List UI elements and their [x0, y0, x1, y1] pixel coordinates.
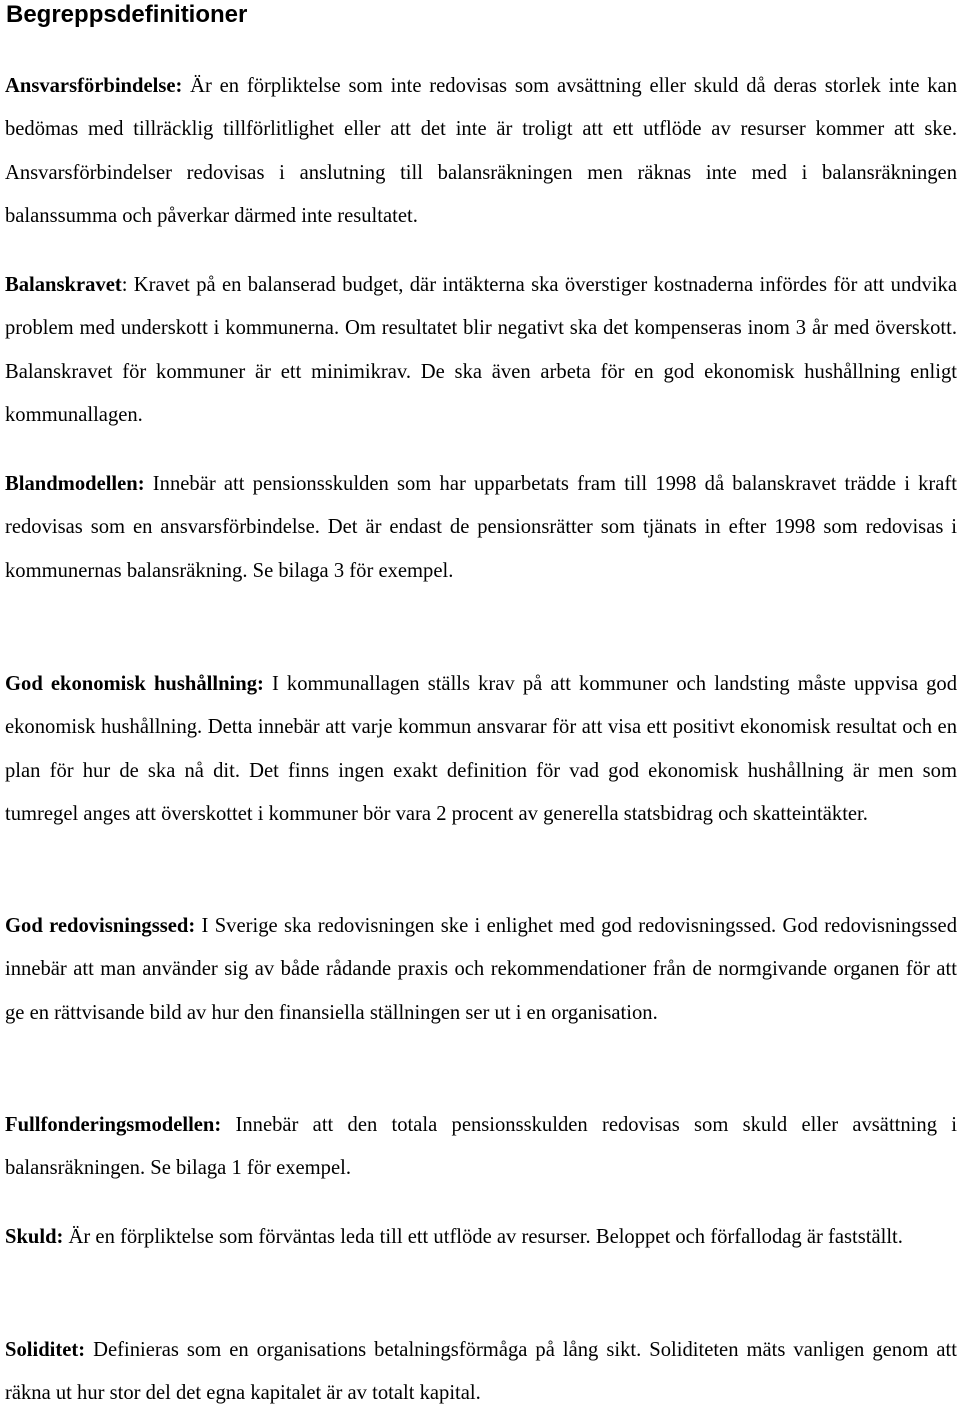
definition-term: God redovisningssed:: [5, 915, 196, 937]
definition-text: I kommunallagen ställs krav på att kommuner och landsting måste uppvisa god ekonomisk hushållning. Detta innebär att varje kommun ansvarar för att visa ett positivt ekonomisk resultat och en plan för hur de ska nå dit. Det finns ingen exakt definition för vad god ekonomisk hushållning är men som tumregel anges att överskottet i kommuner bör vara 2 procent av generella statsbidrag och skatteintäkter.: [5, 673, 957, 826]
definition-term: Ansvarsförbindelse:: [5, 75, 183, 97]
definition-text: Definieras som en organisations betalningsförmåga på lång sikt. Soliditeten mäts vanligen genom att räkna ut hur stor del det egna kapitalet är av totalt kapital.: [5, 1339, 957, 1405]
definition-ansvarsforbindelse: [5, 65, 957, 239]
definition-term: Balanskravet: [5, 274, 122, 296]
page-title: Begreppsdefinitioner: [6, 1, 248, 28]
definition-term: Skuld:: [5, 1226, 64, 1248]
definition-text: Är en förpliktelse som inte redovisas som avsättning eller skuld då deras storlek inte kan bedömas med tillräcklig tillförlitlighet eller att det inte är troligt att ett utflöde av resurser kommer att ske. Ansvarsförbindelser redovisas i anslutning till balansräkningen men räknas inte med i balansräkningen balanssumma och påverkar därmed inte resultatet.: [5, 75, 957, 228]
definition-fullfonderingsmodellen: [5, 1104, 957, 1191]
definition-term: God ekonomisk hushållning:: [5, 673, 264, 695]
definition-text: I Sverige ska redovisningen ske i enlighet med god redovisningssed. God redovisningssed innebär att man använder sig av både rådande praxis och rekommendationer från de normgivande organen för att ge en rättvisande bild av hur den finansiella ställningen ser ut i en organisation.: [5, 915, 957, 1024]
definition-soliditet: [5, 1329, 957, 1408]
definition-god-redovisningssed: [5, 905, 957, 1035]
definition-text: Är en förpliktelse som förväntas leda till ett utflöde av resurser. Beloppet och förfallodag är fastställt.: [63, 1226, 903, 1248]
definition-term: Fullfonderingsmodellen:: [5, 1114, 222, 1136]
definition-text: Innebär att pensionsskulden som har upparbetats fram till 1998 då balanskravet trädde i kraft redovisas som en ansvarsförbindelse. Det är endast de pensionsrätter som tjänats in efter 1998 som redovisas i kommunernas balansräkning. Se bilaga 3 för exempel.: [5, 473, 957, 582]
definition-text: Innebär att den totala pensionsskulden redovisas som skuld eller avsättning i balansräkningen. Se bilaga 1 för exempel.: [5, 1114, 957, 1180]
definition-blandmodellen: [5, 463, 957, 593]
definition-term: Soliditet:: [5, 1339, 86, 1361]
definition-god-ekonomisk-hushallning: [5, 663, 957, 837]
definition-balanskravet: [5, 264, 957, 438]
definition-text: : Kravet på en balanserad budget, där intäkterna ska överstiger kostnaderna infördes för att undvika problem med underskott i kommunerna. Om resultatet blir negativt ska det kompenseras inom 3 år med överskott. Balanskravet för kommuner är ett minimikrav. De ska även arbeta för en god ekonomisk hushållning enligt kommunallagen.: [5, 274, 957, 427]
definition-term: Blandmodellen:: [5, 473, 145, 495]
definition-skuld: [5, 1216, 957, 1259]
